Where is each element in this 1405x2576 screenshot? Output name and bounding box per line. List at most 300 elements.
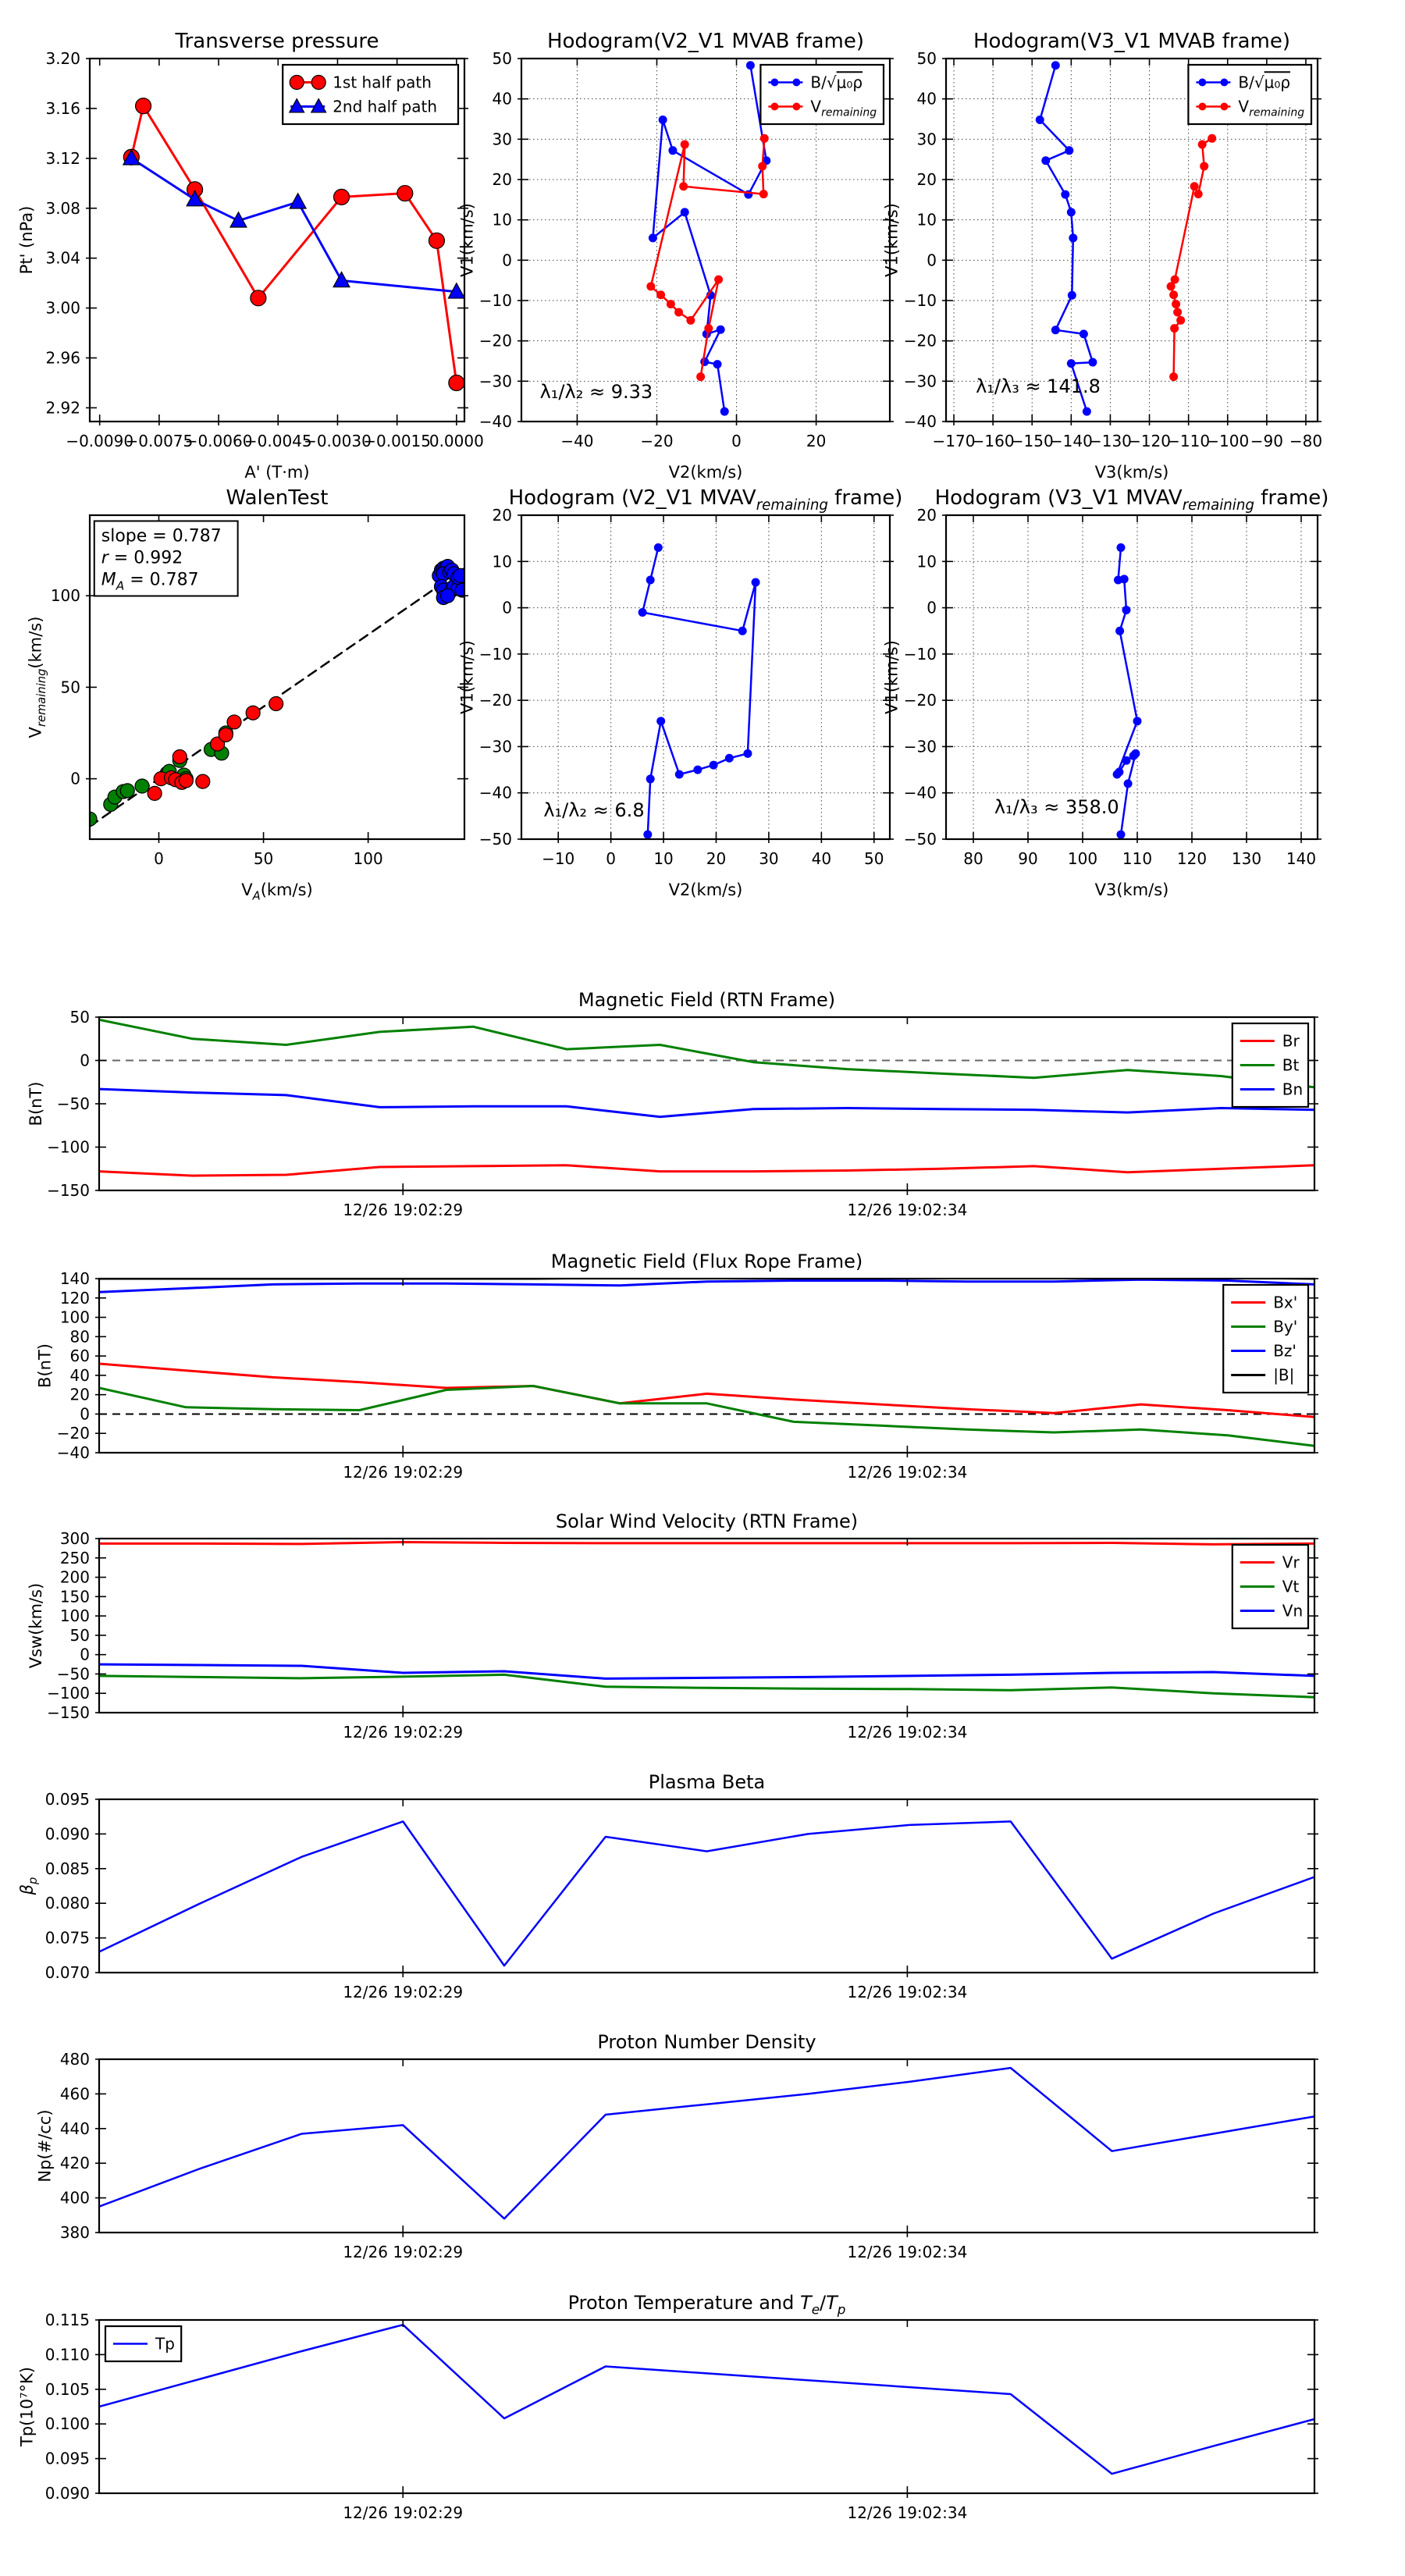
point-marker (1115, 627, 1124, 635)
y-tick-label: 50 (69, 1008, 90, 1026)
point-marker (770, 79, 778, 87)
legend (1188, 65, 1311, 124)
point-marker (1133, 717, 1142, 725)
point-marker (674, 308, 683, 316)
panel-hodogram-v2v1-mvav (458, 486, 903, 899)
series-np (99, 2068, 1314, 2218)
ticks (45, 1790, 1318, 2001)
ticks (479, 506, 894, 868)
series-bz- (99, 1279, 1314, 1292)
axes-frame (99, 1279, 1314, 1453)
point-marker (656, 290, 665, 299)
y-tick-label: 120 (59, 1288, 90, 1308)
point-marker (1080, 329, 1088, 338)
point-marker (649, 233, 657, 242)
y-axis-label: V1(km/s) (882, 203, 902, 277)
point-marker (668, 146, 677, 155)
y-axis-label: V1(km/s) (457, 640, 477, 714)
legend-label: 1st half path (333, 73, 432, 92)
point-marker (1220, 103, 1228, 111)
x-axis-label: V3(km/s) (1094, 463, 1169, 482)
y-tick-label: 420 (59, 2154, 90, 2173)
x-tick-label: 80 (963, 849, 984, 868)
x-tick-label: −20 (640, 432, 674, 450)
ticks (60, 2050, 1318, 2261)
point-marker (1171, 276, 1179, 284)
y-tick-label: 100 (50, 586, 80, 606)
point-marker (1220, 79, 1228, 87)
point-marker (246, 706, 260, 720)
x-axis-label: V2(km/s) (668, 463, 743, 482)
series-1st-half-path (123, 98, 464, 391)
legend-label: Tp (155, 2334, 175, 2354)
point-marker (646, 576, 655, 585)
point-marker (449, 375, 464, 390)
y-axis-label: Vsw(km/s) (27, 1582, 45, 1669)
panel-title: Magnetic Field (RTN Frame) (578, 989, 836, 1011)
y-tick-label: −150 (47, 1181, 90, 1200)
point-marker (1120, 575, 1129, 583)
y-tick-label: −30 (903, 737, 937, 756)
y-tick-label: 0 (927, 251, 937, 270)
point-marker (696, 372, 705, 381)
panel-vsw-rtn (27, 1510, 1318, 1742)
triangle-marker (290, 194, 306, 208)
axes-frame (521, 515, 890, 839)
x-tick-label: −0.0060 (184, 432, 253, 450)
point-marker (743, 749, 752, 758)
point-marker (227, 715, 241, 729)
panel-title: WalenTest (226, 486, 329, 510)
y-tick-label: 140 (59, 1269, 90, 1288)
legend-label: Bn (1282, 1080, 1304, 1099)
point-marker (1051, 326, 1060, 334)
point-marker (710, 761, 718, 770)
point-marker (654, 543, 663, 552)
x-tick-label: 12/26 19:02:34 (847, 1983, 968, 2001)
x-tick-label: 12/26 19:02:34 (847, 1723, 968, 1742)
y-axis-label: V1(km/s) (457, 203, 477, 277)
y-tick-label: 0.105 (44, 2379, 90, 2399)
point-marker (1169, 372, 1178, 381)
point-marker (1169, 290, 1178, 299)
y-axis-label: $V_{remaining}(km/s)$ (26, 616, 49, 738)
point-marker (429, 233, 444, 248)
y-tick-label: 0 (70, 769, 80, 788)
y-tick-label: 0.100 (44, 2414, 90, 2434)
stats-box (94, 521, 238, 596)
y-tick-label: 50 (916, 49, 937, 68)
legend-label: Bx' (1273, 1293, 1298, 1312)
x-tick-label: 50 (253, 849, 274, 868)
y-tick-label: 0 (502, 598, 512, 617)
point-marker (1088, 358, 1097, 367)
axes-frame (99, 1539, 1314, 1713)
y-tick-label: −40 (903, 412, 937, 431)
y-tick-label: −20 (903, 691, 937, 710)
series-2nd-half-path (123, 150, 464, 298)
point-marker (397, 186, 413, 201)
point-marker (770, 103, 778, 111)
series-red-points (148, 696, 283, 800)
x-tick-label: 40 (811, 849, 832, 868)
point-marker (136, 98, 151, 114)
point-marker (251, 290, 266, 306)
point-marker (760, 134, 769, 143)
point-marker (759, 190, 768, 198)
point-marker (1173, 308, 1182, 316)
series-bn (99, 1089, 1314, 1117)
y-tick-label: 2.92 (45, 398, 80, 418)
annotation: λ₁/λ₂ ≈ 9.33 (539, 380, 653, 403)
y-tick-label: 50 (60, 678, 80, 697)
x-tick-label: −120 (1128, 432, 1172, 450)
y-tick-label: 3.16 (45, 98, 80, 118)
x-tick-label: 12/26 19:02:34 (847, 1201, 968, 1219)
y-tick-label: 0.095 (44, 2449, 90, 2468)
legend-label: Vt (1282, 1577, 1300, 1596)
y-tick-label: 0.110 (44, 2345, 90, 2364)
x-tick-label: −40 (560, 432, 594, 450)
point-marker (269, 696, 283, 710)
y-tick-label: 3.00 (45, 298, 80, 318)
x-tick-label: 12/26 19:02:29 (343, 1201, 464, 1219)
y-tick-label: 10 (492, 552, 512, 571)
y-tick-label: 3.04 (45, 248, 80, 268)
x-tick-label: −0.0030 (304, 432, 372, 450)
x-tick-label: 20 (806, 432, 827, 450)
y-tick-label: −20 (903, 331, 937, 350)
legend-label: B/√μ₀ρ (810, 73, 863, 92)
y-tick-label: 0 (927, 598, 937, 617)
y-tick-label: 150 (59, 1587, 90, 1606)
grid (521, 515, 890, 839)
legend-label: 2nd half path (333, 97, 438, 116)
point-marker (720, 407, 729, 416)
legend (283, 65, 458, 124)
point-marker (1208, 134, 1216, 143)
y-tick-label: −150 (47, 1703, 90, 1722)
point-marker (1122, 756, 1131, 765)
x-tick-label: −130 (1088, 432, 1132, 450)
point-marker (738, 627, 747, 635)
legend (760, 65, 884, 124)
point-marker (667, 300, 675, 308)
y-tick-label: 0 (80, 1404, 90, 1424)
stats-line: r = 0.992 (101, 548, 183, 568)
point-marker (1117, 543, 1126, 552)
y-tick-label: −20 (478, 331, 512, 350)
series-bt (99, 1019, 1314, 1087)
legend-label: By' (1273, 1317, 1298, 1336)
y-tick-label: 10 (916, 552, 937, 571)
x-tick-label: 0 (606, 849, 616, 868)
x-tick-label: 90 (1018, 849, 1038, 868)
series-hodogram-v3v1-mvab-1 (1167, 134, 1217, 381)
y-tick-label: 0 (80, 1051, 90, 1070)
point-marker (1131, 749, 1140, 758)
annotation: λ₁/λ₃ ≈ 358.0 (994, 795, 1119, 818)
y-tick-label: 20 (916, 170, 937, 189)
y-tick-label: −50 (56, 1664, 90, 1684)
y-tick-label: 20 (916, 506, 937, 525)
y-tick-label: 460 (59, 2084, 90, 2104)
point-marker (1176, 316, 1185, 325)
x-tick-label: −100 (1206, 432, 1250, 450)
series-tp (99, 2325, 1314, 2474)
y-axis-label: Tp(10⁷°K) (17, 2367, 37, 2446)
y-tick-label: 0.080 (44, 1894, 90, 1913)
x-tick-label: −10 (542, 849, 575, 868)
x-tick-label: 0 (731, 432, 742, 450)
y-tick-label: −20 (56, 1424, 90, 1443)
x-tick-label: 120 (1176, 849, 1208, 868)
panel-title: Solar Wind Velocity (RTN Frame) (555, 1510, 859, 1532)
y-tick-label: 440 (59, 2119, 90, 2138)
y-tick-label: −40 (478, 783, 512, 802)
point-marker (681, 208, 689, 216)
y-tick-label: −50 (903, 830, 937, 849)
panel-transverse-pressure (17, 30, 484, 482)
series-hodogram-v3v1-mvab-0 (1036, 61, 1097, 415)
panel-title: Hodogram(V3_V1 MVAB frame) (973, 30, 1291, 53)
y-tick-label: 20 (69, 1385, 90, 1404)
point-marker (1122, 606, 1131, 614)
point-marker (659, 116, 667, 124)
y-tick-label: 0.075 (44, 1928, 90, 1948)
y-tick-label: −10 (903, 291, 937, 310)
x-tick-label: 12/26 19:02:34 (847, 2243, 968, 2261)
stats-line: slope = 0.787 (101, 526, 222, 546)
y-tick-label: 0.070 (44, 1963, 90, 1982)
x-tick-label: −160 (971, 432, 1015, 450)
y-tick-label: 300 (59, 1529, 90, 1548)
point-marker (1124, 779, 1133, 788)
grid (946, 515, 1318, 839)
x-tick-label: 12/26 19:02:34 (847, 2503, 968, 2522)
point-marker (675, 770, 684, 779)
panel-plasma-beta (18, 1771, 1319, 2001)
point-marker (179, 774, 193, 788)
panel-hodogram-v2v1-mvab (458, 30, 895, 482)
x-tick-label: −0.0015 (363, 432, 432, 450)
x-tick-label: −140 (1049, 432, 1093, 450)
y-tick-label: 0.085 (44, 1859, 90, 1878)
panel-proton-temperature (18, 2292, 1319, 2522)
legend-label: $V_{remaining}$ (1238, 97, 1305, 119)
y-tick-label: 30 (916, 130, 937, 149)
panel-title: Proton Number Density (597, 2031, 816, 2053)
axes-frame (99, 1017, 1314, 1190)
y-tick-label: −50 (56, 1094, 90, 1113)
legend-label: Bz' (1273, 1341, 1297, 1361)
point-marker (1065, 146, 1073, 155)
y-tick-label: 10 (492, 210, 512, 229)
y-tick-label: −10 (478, 644, 512, 664)
point-marker (1036, 116, 1044, 124)
panel-title: Hodogram (V3_V1 $MVAV_{remaining}$ frame) (934, 486, 1329, 514)
legend-label: B/√μ₀ρ (1238, 73, 1291, 92)
y-tick-label: −40 (478, 412, 512, 431)
y-tick-label: 250 (59, 1548, 90, 1567)
panel-title: Plasma Beta (648, 1771, 766, 1793)
point-marker (1069, 233, 1077, 242)
point-marker (135, 779, 149, 793)
y-tick-label: 80 (69, 1327, 90, 1347)
x-tick-label: 0 (154, 849, 164, 868)
point-marker (792, 79, 800, 87)
x-tick-label: 12/26 19:02:29 (343, 1463, 464, 1482)
x-tick-label: 12/26 19:02:29 (343, 2503, 464, 2522)
point-marker (1198, 103, 1206, 111)
y-tick-label: 50 (492, 49, 512, 68)
y-tick-label: 100 (59, 1308, 90, 1327)
point-marker (1115, 768, 1123, 777)
y-tick-label: −100 (47, 1137, 90, 1157)
y-axis-label: Np(#/cc) (35, 2109, 55, 2183)
panel-proton-density (36, 2031, 1319, 2261)
point-marker (717, 326, 725, 334)
point-marker (686, 316, 695, 325)
panel-hodogram-v3v1-mvav (883, 486, 1329, 899)
y-axis-label: Pt' (nPa) (17, 205, 36, 275)
y-tick-label: −10 (903, 644, 937, 664)
x-tick-label: 50 (864, 849, 884, 868)
point-marker (1067, 359, 1076, 368)
point-marker (1200, 162, 1208, 170)
axes-frame (946, 515, 1318, 839)
series-vr (99, 1542, 1314, 1545)
y-tick-label: 400 (59, 2188, 90, 2208)
point-marker (1198, 79, 1206, 87)
y-tick-label: 40 (69, 1365, 90, 1385)
x-tick-label: 100 (353, 849, 383, 868)
series-beta (99, 1821, 1314, 1966)
y-tick-label: 0.090 (44, 2484, 90, 2503)
y-tick-label: 0.095 (44, 1790, 90, 1809)
point-marker (1068, 291, 1076, 300)
x-tick-label: −0.0045 (244, 432, 312, 450)
y-tick-label: 480 (59, 2050, 90, 2069)
x-tick-label: −0.0090 (66, 432, 134, 450)
series-by- (99, 1386, 1314, 1446)
y-tick-label: 40 (916, 89, 937, 109)
axes-frame (99, 2320, 1314, 2493)
x-tick-label: 130 (1231, 849, 1262, 868)
x-axis-label: $V_A(km/s)$ (241, 881, 313, 903)
point-marker (693, 766, 702, 774)
y-tick-label: 3.08 (45, 198, 80, 218)
legend-label: Br (1282, 1031, 1300, 1051)
panel-title: Proton Temperature and $T_e/T_p$ (567, 2292, 846, 2318)
point-marker (219, 728, 233, 742)
stats-line: $M_A = 0.787$ (101, 570, 199, 593)
annotation: λ₁/λ₂ ≈ 6.8 (543, 799, 645, 821)
point-marker (758, 162, 767, 170)
x-tick-label: 140 (1286, 849, 1317, 868)
y-tick-label: 200 (59, 1567, 90, 1587)
point-marker (290, 76, 304, 90)
point-marker (120, 784, 134, 798)
point-marker (1198, 141, 1207, 149)
panel-b-fluxrope (36, 1251, 1319, 1482)
point-marker (1061, 190, 1069, 199)
y-tick-label: 100 (59, 1606, 90, 1626)
x-tick-label: 12/26 19:02:29 (343, 1983, 464, 2001)
panel-hodogram-v3v1-mvab (883, 30, 1323, 482)
ticks (45, 2311, 1318, 2522)
x-tick-label: −170 (932, 432, 976, 450)
y-tick-label: 0 (80, 1645, 90, 1664)
x-tick-label: −150 (1010, 432, 1054, 450)
point-marker (752, 578, 760, 586)
y-tick-label: −40 (903, 783, 937, 802)
y-tick-label: −40 (56, 1443, 90, 1462)
y-tick-label: 3.20 (45, 49, 80, 68)
panel-walen-test (27, 486, 470, 903)
panel-title: Magnetic Field (Flux Rope Frame) (550, 1251, 863, 1272)
annotation: λ₁/λ₃ ≈ 141.8 (976, 375, 1101, 397)
triangle-marker (333, 272, 350, 286)
axes-frame (99, 2059, 1314, 2233)
point-marker (713, 360, 722, 368)
x-tick-label: −0.0075 (125, 432, 194, 450)
series-vn (99, 1664, 1314, 1678)
legend-label: Bt (1282, 1055, 1300, 1075)
x-tick-label: 12/26 19:02:29 (343, 2243, 464, 2261)
y-axis-label: $\beta_p$ (17, 1877, 41, 1895)
point-marker (656, 717, 665, 725)
y-tick-label: −20 (478, 691, 512, 710)
x-tick-label: 110 (1122, 849, 1153, 868)
legend-label: $V_{remaining}$ (810, 97, 877, 119)
y-tick-label: 30 (492, 130, 512, 149)
point-marker (714, 276, 723, 284)
x-axis-label: V3(km/s) (1094, 881, 1169, 899)
point-marker (725, 754, 734, 763)
panel-title: Hodogram(V2_V1 MVAB frame) (546, 30, 865, 53)
legend (105, 2326, 181, 2361)
y-axis-label: B(nT) (35, 1343, 55, 1388)
y-tick-label: −30 (903, 372, 937, 391)
point-marker (792, 103, 800, 111)
point-marker (173, 749, 187, 763)
axes-frame (99, 1799, 1314, 1973)
y-tick-label: 10 (916, 210, 937, 229)
x-tick-label: 30 (759, 849, 779, 868)
point-marker (746, 61, 755, 69)
x-tick-label: 20 (706, 849, 727, 868)
y-tick-label: −30 (478, 372, 512, 391)
point-marker (704, 324, 713, 333)
y-tick-label: 20 (492, 170, 512, 189)
point-marker (681, 141, 689, 149)
y-tick-label: 50 (69, 1625, 90, 1645)
series-hodogram-v2v1-mvab-0 (649, 61, 770, 415)
point-marker (1083, 407, 1091, 416)
x-tick-label: 10 (653, 849, 674, 868)
y-tick-label: 40 (492, 89, 512, 109)
legend-label: |B| (1273, 1365, 1295, 1385)
x-axis-label: A' (T·m) (244, 463, 310, 482)
point-marker (1190, 182, 1199, 190)
point-marker (441, 589, 455, 603)
y-tick-label: 60 (69, 1347, 90, 1366)
legend-label: Vr (1282, 1553, 1300, 1572)
x-tick-label: 12/26 19:02:34 (847, 1463, 968, 1482)
x-tick-label: −110 (1167, 432, 1211, 450)
point-marker (1067, 208, 1076, 216)
